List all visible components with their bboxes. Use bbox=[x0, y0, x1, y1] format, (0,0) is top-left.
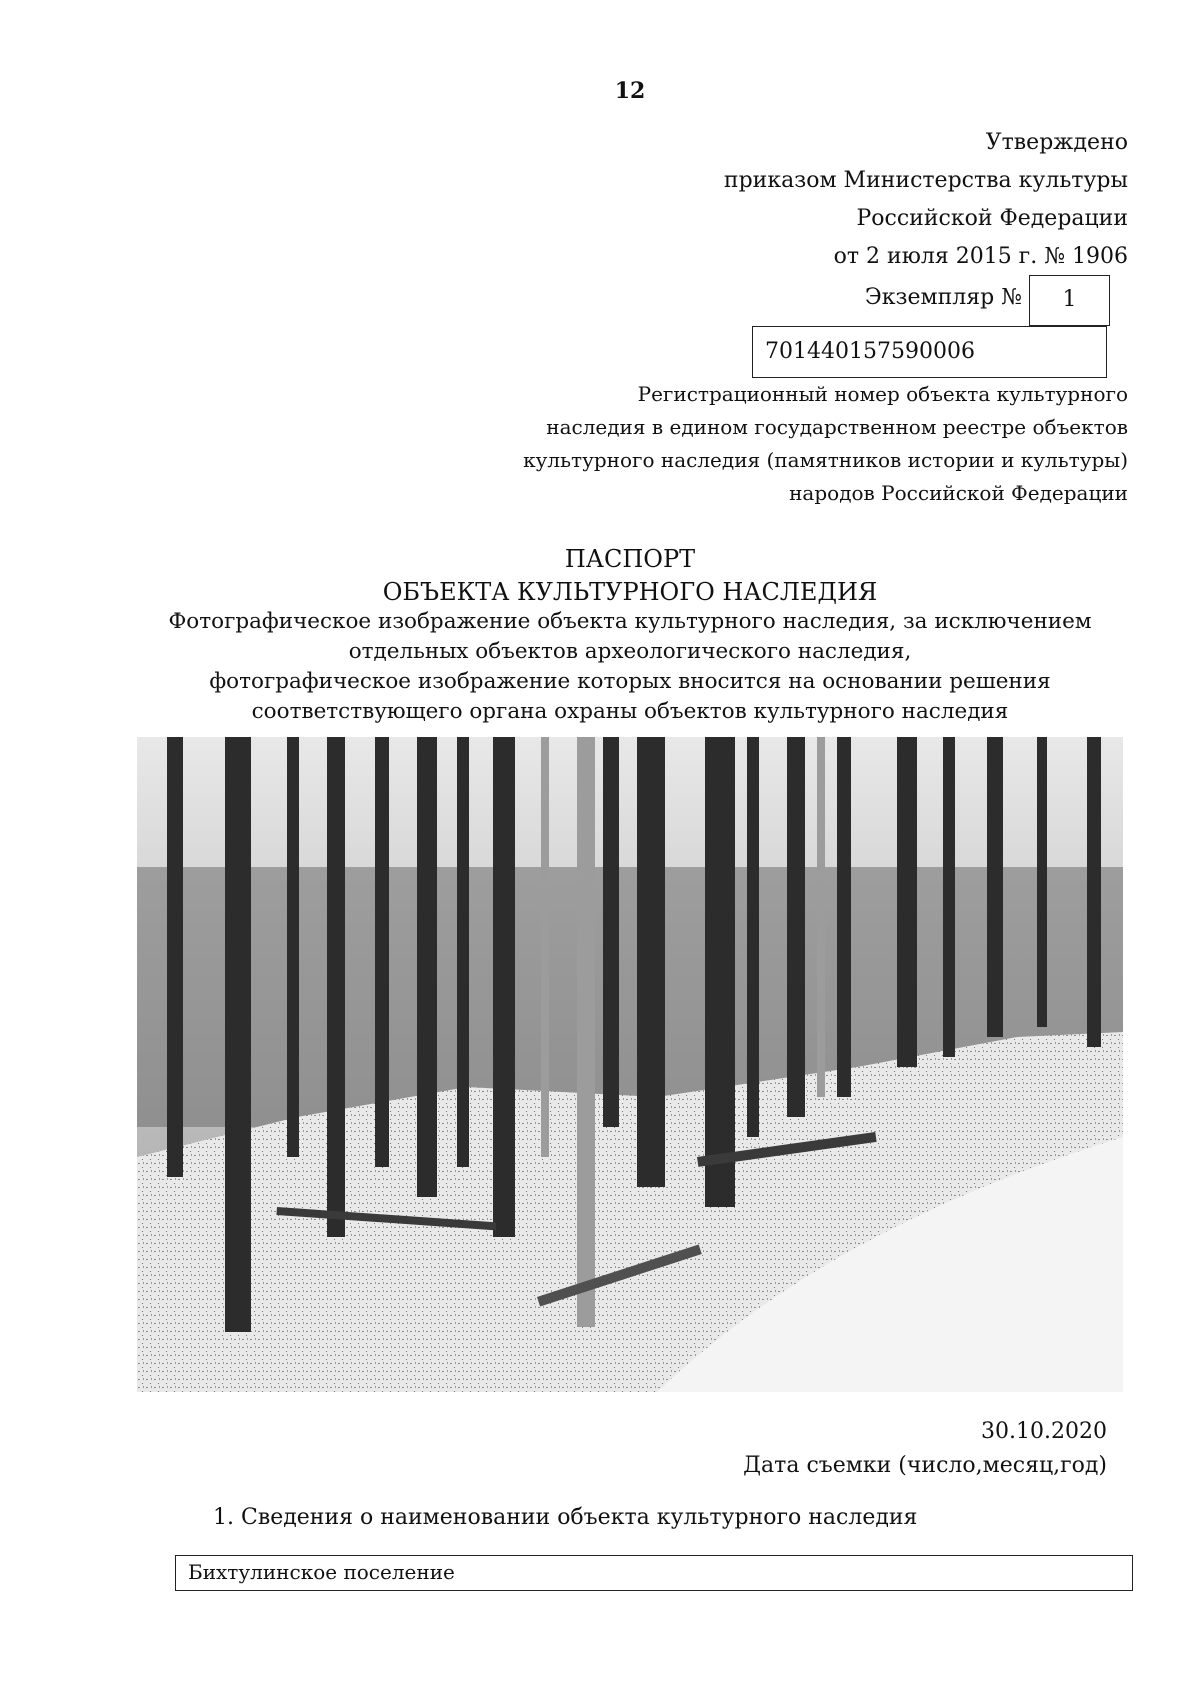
forest-photo-drawing bbox=[137, 737, 1123, 1392]
registration-caption-line: наследия в едином государственном реестре объектов bbox=[546, 415, 1128, 439]
photo-description-line: соответствующего органа охраны объектов культурного наследия bbox=[251, 699, 1009, 724]
heritage-photo bbox=[137, 737, 1123, 1392]
photo-description-line: фотографическое изображение которых вносится на основании решения bbox=[209, 669, 1051, 694]
photo-date-block bbox=[743, 1415, 1107, 1483]
approval-line: Российской Федерации bbox=[856, 206, 1128, 231]
page-number: 12 bbox=[614, 78, 646, 104]
passport-title: ПАСПОРТ bbox=[564, 545, 696, 573]
section-1-title: 1. Сведения о наименовании объекта культурного наследия bbox=[213, 1505, 918, 1530]
photo-date-value: 30.10.2020 bbox=[981, 1419, 1107, 1444]
passport-subtitle: ОБЪЕКТА КУЛЬТУРНОГО НАСЛЕДИЯ bbox=[382, 578, 878, 606]
approval-line: Утверждено bbox=[985, 130, 1128, 155]
photo-description-line: Фотографическое изображение объекта культурного наследия, за исключением bbox=[168, 609, 1092, 634]
approval-block bbox=[724, 124, 1128, 276]
object-name-field: Бихтулинское поселение bbox=[175, 1555, 1133, 1591]
registration-caption-line: народов Российской Федерации bbox=[789, 481, 1128, 505]
approval-line: от 2 июля 2015 г. № 1906 bbox=[833, 244, 1128, 269]
registration-caption-line: Регистрационный номер объекта культурного bbox=[637, 382, 1128, 406]
registration-number-box: 701440157590006 bbox=[752, 326, 1107, 378]
photo-description-line: отдельных объектов археологического наследия, bbox=[348, 639, 912, 664]
copy-label: Экземпляр № bbox=[864, 285, 1022, 310]
registration-caption bbox=[523, 378, 1128, 510]
photo-description bbox=[0, 607, 1200, 727]
copy-number-box: 1 bbox=[1029, 275, 1110, 326]
copy-number-row bbox=[770, 275, 1110, 326]
photo-date-caption: Дата съемки (число,месяц,год) bbox=[743, 1453, 1107, 1478]
approval-line: приказом Министерства культуры bbox=[723, 168, 1128, 193]
registration-caption-line: культурного наследия (памятников истории и культуры) bbox=[523, 448, 1128, 472]
